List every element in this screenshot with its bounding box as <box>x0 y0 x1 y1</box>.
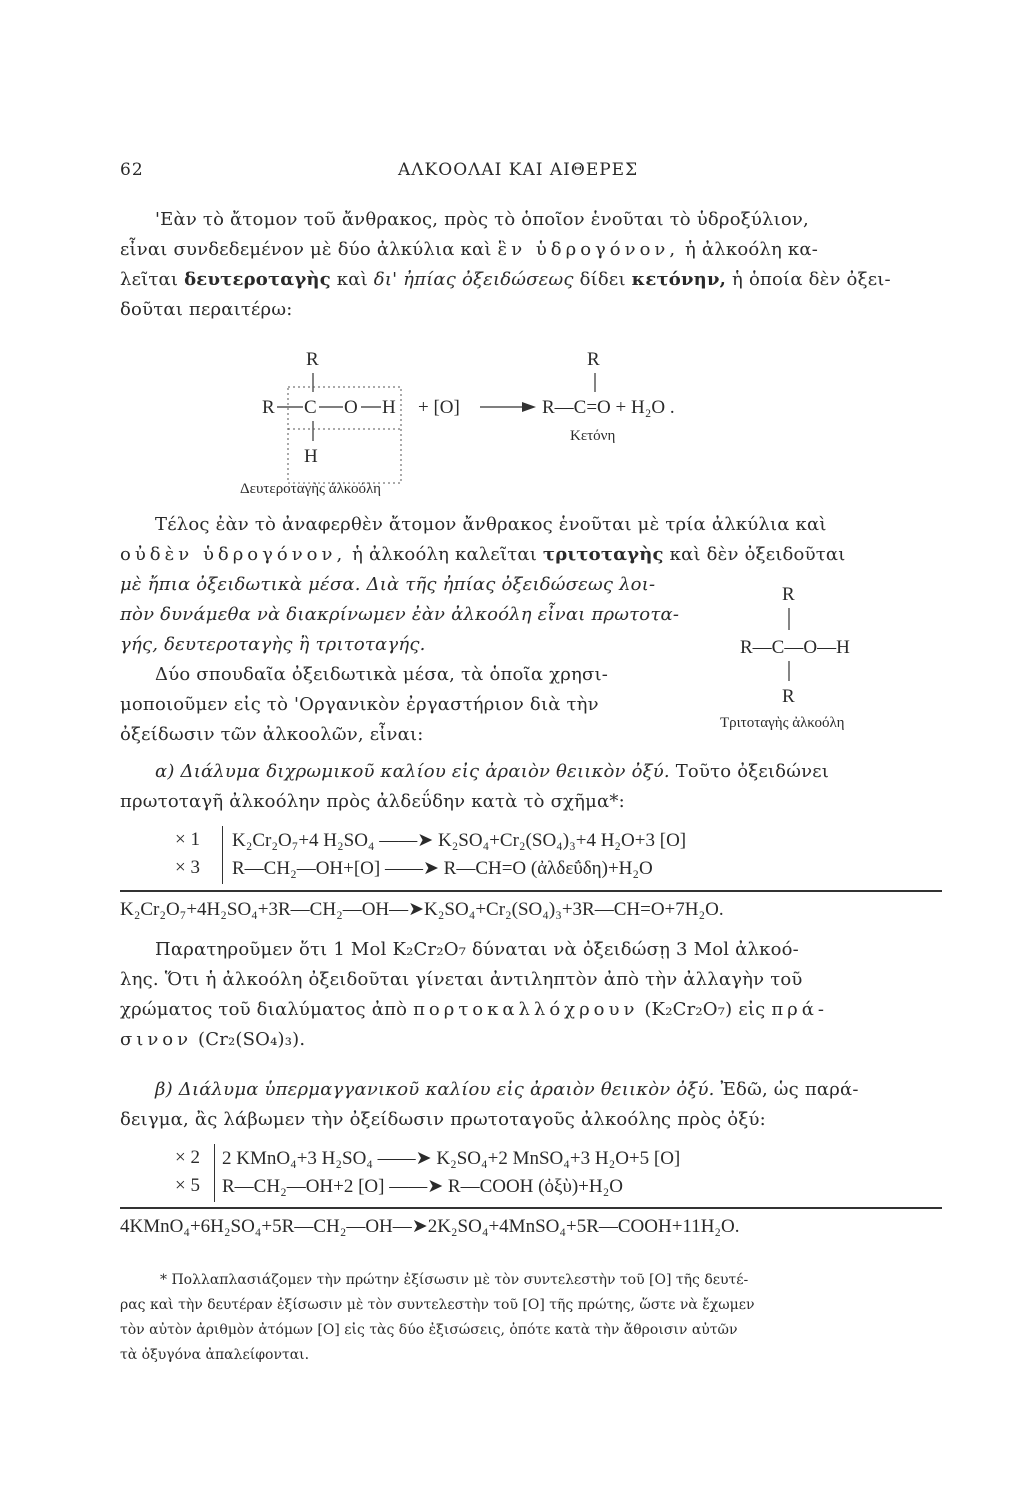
ketone-r-top: R <box>587 349 600 370</box>
page-number: 62 <box>120 160 144 180</box>
item-b-line2: δειγμα, ἂς λάβωμεν τὴν ὀξείδωσιν πρωτοταγοῦς ἀλκοόλης πρὸς ὀξύ: <box>120 1109 766 1130</box>
scheme-r-left: R <box>262 397 275 418</box>
scheme-plus-o: + [O] <box>418 397 460 418</box>
eq-b-line2: R—CH₂—OH+2 [O] ——➤ R—COOH (ὀξὺ)+H₂O <box>222 1176 623 1197</box>
para1-line1: 'Εὰν τὸ ἄτομον τοῦ ἄνθρακος, πρὸς τὸ ὁποῖον ἑνοῦται τὸ ὑδροξύλιον, <box>155 209 809 230</box>
eq-b-sum: 4KMnO₄+6H₂SO₄+5R—CH₂—OH—➤2K₂SO₄+4MnSO₄+5R—COOH+11H₂O. <box>120 1216 740 1237</box>
eq-a-sum-rule <box>120 890 942 892</box>
item-a-line1: α) Διάλυμα διχρωμικοῦ καλίου εἰς ἀραιὸν θειικὸν ὀξύ. Τοῦτο ὀξειδώνει <box>155 761 829 782</box>
para1-line4: δοῦται περαιτέρω: <box>120 299 293 320</box>
ketone-equation: R—C=O + H₂O . <box>542 397 675 418</box>
eq-b-sum-rule <box>120 1207 942 1209</box>
para4-line1: Παρατηροῦμεν ὅτι 1 Mol K₂Cr₂O₇ δύναται νὰ ὀξειδώσῃ 3 Mol ἀλκοό- <box>155 939 799 960</box>
eq-a-multiplier-2: × 3 <box>175 857 200 878</box>
eq-a-sum: K₂Cr₂O₇+4H₂SO₄+3R—CH₂—OH—➤K₂SO₄+Cr₂(SO₄)₃+3R—CH=O+7H₂O. <box>120 899 724 920</box>
para4-line2: λης. Ὅτι ἡ ἀλκοόλη ὀξειδοῦται γίνεται ἀντιληπτὸν ἀπὸ τὴν ἀλλαγὴν τοῦ <box>120 969 803 990</box>
running-title: ΑΛΚΟΟΛΑΙ ΚΑΙ ΑΙΘΕΡΕΣ <box>398 160 639 180</box>
eq-a-multiplier-1: × 1 <box>175 829 200 850</box>
scheme-h-bottom: H <box>304 446 318 467</box>
eq-b-divider <box>214 1144 215 1202</box>
scheme-h-right: H <box>382 397 396 418</box>
footnote-line4: τὰ ὀξυγόνα ἀπαλείφονται. <box>120 1347 310 1363</box>
footnote-line1: * Πολλαπλασιάζομεν τὴν πρώτην ἐξίσωσιν μὲ τὸν συντελεστὴν τοῦ [O] τῆς δευτέ- <box>160 1272 749 1288</box>
reaction-arrow-head <box>522 402 536 412</box>
para1-line3: λεῖται δευτεροταγὴς καὶ δι' ἠπίας ὀξειδώσεως δίδει κετόνην, ἡ ὁποία δὲν ὀξει- <box>120 269 891 290</box>
tertiary-alcohol-structure <box>720 575 960 735</box>
footnote-line3: τὸν αὐτὸν ἀριθμὸν ἀτόμων [O] εἰς τὰς δύο ἐξισώσεις, ὁπότε κατὰ τὴν ἄθροισιν αὐτῶν <box>120 1322 738 1338</box>
para3-line1: Δύο σπουδαῖα ὀξειδωτικὰ μέσα, τὰ ὁποῖα χρησι- <box>155 664 608 685</box>
para3-line3: ὀξείδωσιν τῶν ἀλκοολῶν, εἶναι: <box>120 724 424 745</box>
footnote-line2: ρας καὶ τὴν δευτέραν ἐξίσωσιν μὲ τὸν συντελεστὴν τοῦ [O] τῆς πρώτης, ὥστε νὰ ἔχωμεν <box>120 1297 755 1313</box>
scheme-c: C <box>304 397 317 418</box>
para2-line2: οὐδὲν ὑδρογόνον, ἡ ἀλκοόλη καλεῖται τριτοταγὴς καὶ δὲν ὀξειδοῦται <box>120 544 846 565</box>
item-a-line2: πρωτοταγῆ ἀλκοόλην πρὸς ἀλδεΰδην κατὰ τὸ σχῆμα*: <box>120 791 625 812</box>
eq-a-divider <box>222 826 223 884</box>
tertiary-chain: R—C—O—H <box>740 637 850 658</box>
para2-line3: μὲ ἤπια ὀξειδωτικὰ μέσα. Διὰ τῆς ἠπίας ὀξειδώσεως λοι- <box>120 574 656 595</box>
eq-b-line1: 2 KMnO₄+3 H₂SO₄ ——➤ K₂SO₄+2 MnSO₄+3 H₂O+5 [O] <box>222 1148 681 1169</box>
tertiary-r-top: R <box>782 584 795 605</box>
para3-line2: μοποιοῦμεν εἰς τὸ 'Οργανικὸν ἐργαστήριον διὰ τὴν <box>120 694 599 715</box>
para4-line3: χρώματος τοῦ διαλύματος ἀπὸ πορτοκαλλόχρουν (K₂Cr₂O₇) εἰς πρά- <box>120 999 828 1020</box>
para4-line4: σινον (Cr₂(SO₄)₃). <box>120 1029 306 1050</box>
ketone-label: Κετόνη <box>570 428 616 444</box>
scheme-o: O <box>344 397 358 418</box>
tertiary-r-bottom: R <box>782 686 795 707</box>
eq-b-multiplier-2: × 5 <box>175 1175 200 1196</box>
para2-line1: Τέλος ἐὰν τὸ ἀναφερθὲν ἄτομον ἄνθρακος ἑνοῦται μὲ τρία ἀλκύλια καὶ <box>155 514 827 535</box>
para1-line2: εἶναι συνδεδεμένον μὲ δύο ἀλκύλια καὶ ἓν ὑδρογόνον, ἡ ἀλκοόλη κα- <box>120 239 819 260</box>
eq-a-line2: R—CH₂—OH+[O] ——➤ R—CH=O (ἀλδεΰδη)+H₂O <box>232 858 653 879</box>
secondary-alcohol-scheme <box>240 335 800 505</box>
para2-line4: πὸν δυνάμεθα νὰ διακρίνωμεν ἐὰν ἀλκοόλη εἶναι πρωτοτα- <box>120 604 680 625</box>
scheme-r-top-left: R <box>306 349 319 370</box>
item-b-line1: β) Διάλυμα ὑπερμαγγανικοῦ καλίου εἰς ἀραιὸν θειικὸν ὀξύ. Ἐδῶ, ὡς παρά- <box>155 1079 859 1100</box>
eq-a-line1: K₂Cr₂O₇+4 H₂SO₄ ——➤ K₂SO₄+Cr₂(SO₄)₃+4 H₂O+3 [O] <box>232 830 687 851</box>
tertiary-label: Τριτοταγὴς ἀλκοόλη <box>720 715 845 731</box>
eq-b-multiplier-1: × 2 <box>175 1147 200 1168</box>
para2-line5: γής, δευτεροταγὴς ἢ τριτοταγής. <box>120 634 426 655</box>
secondary-alcohol-label: Δευτεροταγὴς ἀλκοόλη <box>240 481 381 497</box>
